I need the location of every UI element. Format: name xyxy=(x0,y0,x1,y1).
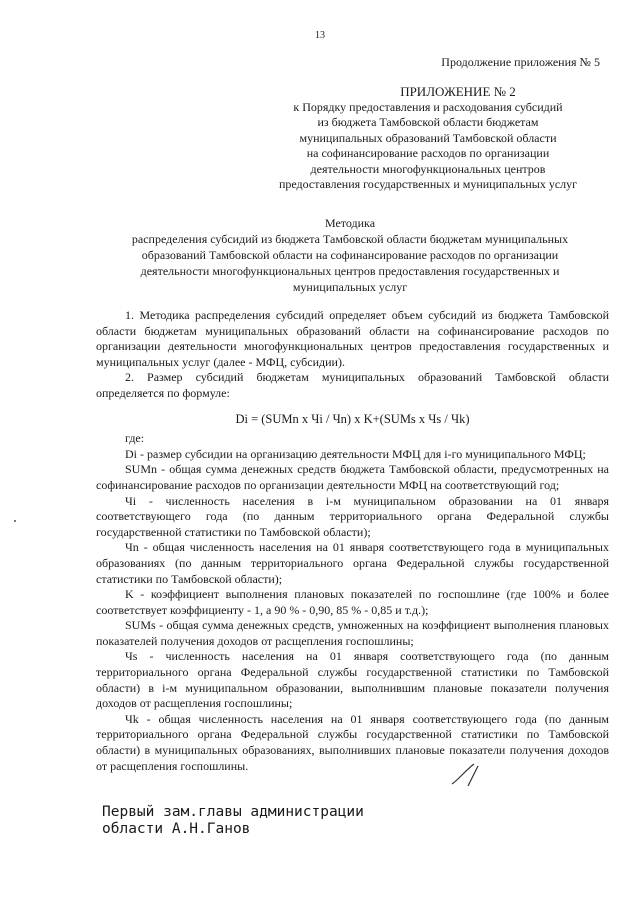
paragraph: SUMs - общая сумма денежных средств, умноженных на коэффициент выполнения плановых показателей получения доходов от расщепления госпошлины; xyxy=(96,618,609,648)
paragraph: Чs - численность населения на 01 января соответствующего года (по данным территориального органа Федеральной службы государственной статистики по Тамбовской области) в i-м муниципальном образовании, выполнившим плановые показатели получения доходов от расщепления госпошлины; xyxy=(96,649,609,711)
signature-line-1: Первый зам.главы администрации xyxy=(102,804,364,820)
appendix-line: деятельности многофункциональных центров xyxy=(310,161,546,176)
paragraph: SUMn - общая сумма денежных средств бюджета Тамбовской области, предусмотренных на софинансирование расходов по организации деятельности МФЦ на соответствующий год; xyxy=(96,462,609,492)
signature-block xyxy=(102,804,364,838)
paragraph: Чi - численность населения в i-м муниципальном образовании на 01 января соответствующего года (по данным территориального органа Федеральной службы государственной статистики по Тамбовской области); xyxy=(96,493,609,539)
appendix-line: муниципальных образований Тамбовской области xyxy=(299,130,557,145)
formula: Di = (SUMn x Чi / Чn) x K+(SUMs x Чs / Чk) xyxy=(235,411,470,426)
paragraph: Di - размер субсидии на организацию деятельности МФЦ для i-го муниципального МФЦ; xyxy=(125,446,586,461)
page-number: 13 xyxy=(315,30,325,41)
paragraph: Чk - общая численность населения на 01 января соответствующего года (по данным территориального органа Федеральной службы государственной статистики по Тамбовской области) в муниципальных образованиях, выполнивших плановые показатели получения доходов от расщепления госпошлины. xyxy=(96,711,609,773)
appendix-line: предоставления государственных и муниципальных услуг xyxy=(278,177,578,191)
signature-line-2: области А.Н.Ганов xyxy=(102,821,251,837)
appendix-line: на софинансирование расходов по организации xyxy=(306,146,550,160)
methodology-line: образований Тамбовской области на софинансирование расходов по организации xyxy=(141,248,559,262)
appendix-header xyxy=(260,84,596,193)
methodology-title-block xyxy=(80,215,620,295)
paragraph: 1. Методика распределения субсидий определяет объем субсидий из бюджета Тамбовской области бюджетам муниципальных образований области на софинансирование расходов по организации деятельности многофункциональных центров предоставления государственных и муниципальных услуг (далее - МФЦ, субсидии). xyxy=(96,308,609,369)
methodology-line: деятельности многофункциональных центров предоставления государственных и xyxy=(140,264,560,278)
appendix-line: к Порядку предоставления и расходования субсидий xyxy=(293,99,563,114)
appendix-line: из бюджета Тамбовской области бюджетам xyxy=(317,115,539,129)
paragraph: 2. Размер субсидий бюджетам муниципальных образований Тамбовской области определяется по формуле: xyxy=(96,370,609,400)
continuation-note: Продолжение приложения № 5 xyxy=(441,55,600,69)
handwritten-mark-icon xyxy=(448,760,488,790)
paragraph: K - коэффициент выполнения плановых показателей по госпошлине (где 100% и более соответствует коэффициенту - 1, а 90 % - 0,90, 85 % - 0,85 и т.д.); xyxy=(96,587,609,617)
methodology-line: муниципальных услуг xyxy=(292,280,408,294)
paragraph: где: xyxy=(125,431,145,446)
methodology-title: Методика xyxy=(324,216,376,230)
scan-speck xyxy=(14,520,16,522)
appendix-title: ПРИЛОЖЕНИЕ № 2 xyxy=(400,84,516,99)
methodology-line: распределения субсидий из бюджета Тамбовской области бюджетам муниципальных xyxy=(131,232,569,246)
document-body xyxy=(96,308,609,774)
paragraph: Чn - общая численность населения на 01 января соответствующего года в муниципальных образованиях (по данным территориального органа Федеральной службы государственной статистики по Тамбовской области); xyxy=(96,540,609,586)
